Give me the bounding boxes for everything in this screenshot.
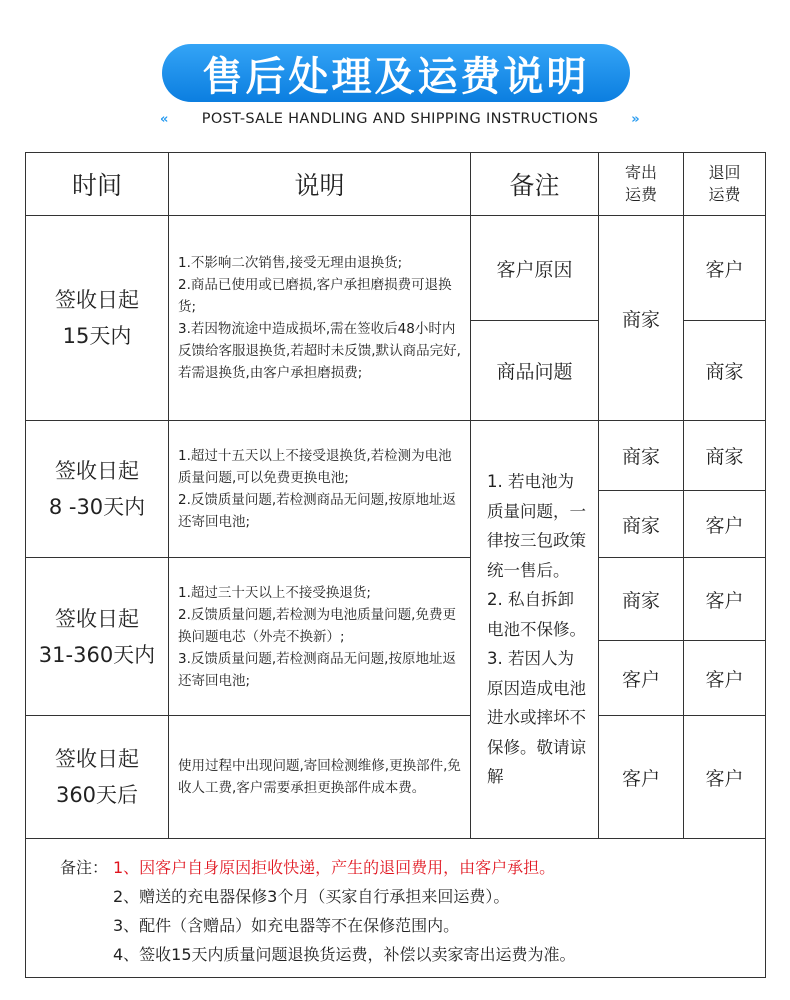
row1-note-product: 商品问题 — [470, 320, 599, 421]
notes-box — [25, 838, 766, 978]
row1-return-a: 客户 — [683, 215, 766, 321]
row2-desc: 1.超过十五天以上不接受退换货,若检测为电池质量问题,可以免费更换电池; 2.反馈质量问题,若检测商品无问题,按原地址返还寄回电池; — [168, 420, 471, 558]
row3-time: 签收日起 31-360天内 — [25, 557, 169, 716]
row2-send-a: 商家 — [598, 420, 684, 491]
row2-return-a: 商家 — [683, 420, 766, 491]
row1-time: 签收日起 15天内 — [25, 215, 169, 421]
row4-desc: 使用过程中出现问题,寄回检测维修,更换部件,免收人工费,客户需要承担更换部件成本费。 — [168, 715, 471, 839]
header-time: 时间 — [25, 152, 169, 216]
subtitle-bar — [160, 108, 640, 130]
row4-time: 签收日起 360天后 — [25, 715, 169, 839]
row3-return-a: 客户 — [683, 557, 766, 641]
row3-desc: 1.超过三十天以上不接受换退货; 2.反馈质量问题,若检测为电池质量问题,免费更换问题电芯（外壳不换新）; 3.反馈质量问题,若检测商品无问题,按原地址返还寄回电池; — [168, 557, 471, 716]
row2-return-b: 客户 — [683, 490, 766, 558]
row2-send-b: 商家 — [598, 490, 684, 558]
note-item: 1、因客户自身原因拒收快递，产生的退回费用，由客户承担。 — [113, 858, 556, 877]
header-desc: 说明 — [168, 152, 471, 216]
header-send-fee: 寄出 运费 — [598, 152, 684, 216]
note-item: 3、配件（含赠品）如充电器等不在保修范围内。 — [113, 916, 460, 935]
row1-note-customer: 客户原因 — [470, 215, 599, 321]
row1-desc: 1.不影响二次销售,接受无理由退换货; 2.商品已使用或已磨损,客户承担磨损费可退换货; 3.若因物流途中造成损坏,需在签收后48小时内反馈给客服退换货,若超时未反馈,默认商品完好,若需退换货,由客户承担磨损费; — [168, 215, 471, 421]
row3-send-b: 客户 — [598, 640, 684, 716]
row3-send-a: 商家 — [598, 557, 684, 641]
notes-label: 备注： — [60, 858, 109, 877]
note-item: 2、赠送的充电器保修3个月（买家自行承担来回运费）。 — [113, 887, 510, 906]
subtitle: POST-SALE HANDLING AND SHIPPING INSTRUCTIONS — [201, 111, 599, 127]
title-banner: 售后处理及运费说明 — [162, 44, 630, 102]
row1-send: 商家 — [598, 215, 684, 421]
battery-note: 1. 若电池为质量问题，一律按三包政策统一售后。 2. 私自拆卸电池不保修。 3. 若因人为原因造成电池进水或摔坏不保修。敬请谅解 — [470, 420, 599, 839]
note-item: 4、签收15天内质量问题退换货运费，补偿以卖家寄出运费为准。 — [113, 945, 576, 964]
header-note: 备注 — [470, 152, 599, 216]
row4-send: 客户 — [598, 715, 684, 839]
header-return-fee: 退回 运费 — [683, 152, 766, 216]
row1-return-b: 商家 — [683, 320, 766, 421]
chevron-right-icon: » — [631, 111, 640, 127]
row3-return-b: 客户 — [683, 640, 766, 716]
chevron-left-icon: « — [160, 111, 169, 127]
row2-time: 签收日起 8 -30天内 — [25, 420, 169, 558]
row4-return: 客户 — [683, 715, 766, 839]
